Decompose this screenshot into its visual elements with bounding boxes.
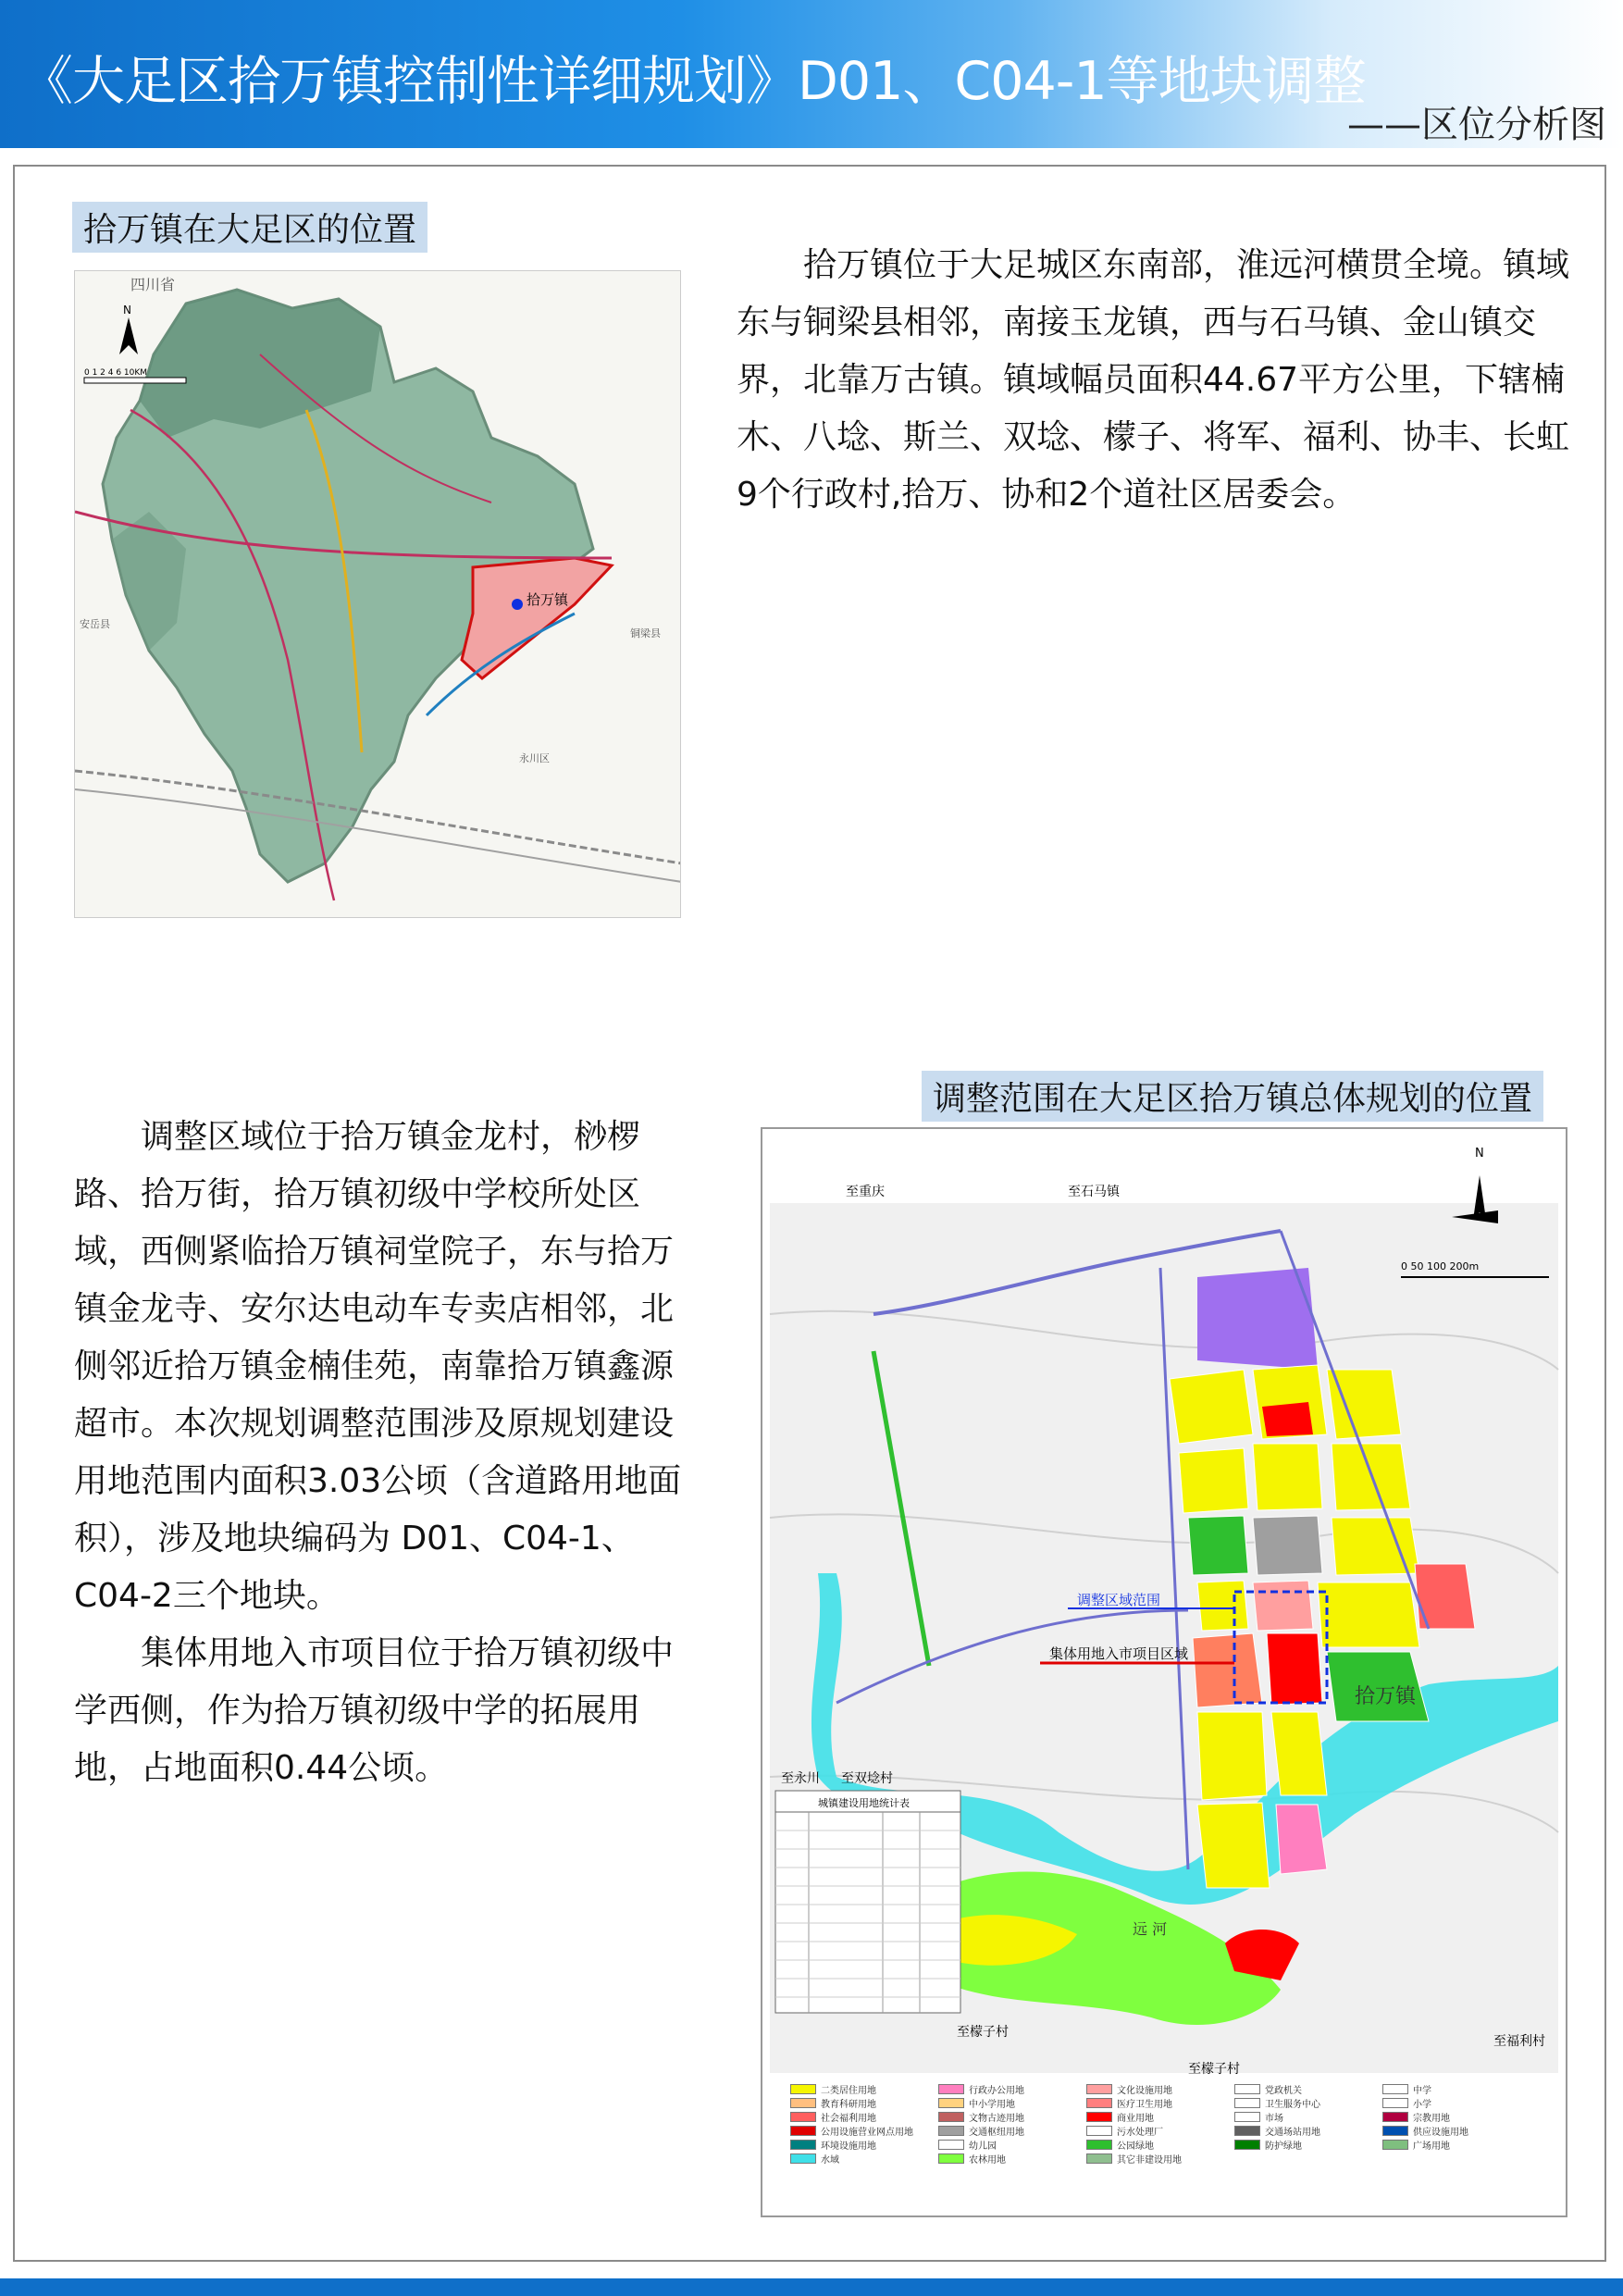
header-banner xyxy=(0,0,1623,148)
district-map-scale: 0 1 2 4 6 10KM xyxy=(84,368,148,378)
legend-swatch xyxy=(790,2084,816,2094)
section1-text: 拾万镇位于大足城区东南部，淮远河横贯全境。镇域东与铜梁县相邻，南接玉龙镇，西与石马镇、金山镇交界，北靠万古镇。镇域幅员面积44.67平方公里，下辖楠木、八埝、斯兰、双埝、檬子、将军、福利、协丰、长虹9个行政村,拾万、协和2个道社区居委会。 xyxy=(737,246,1570,514)
legend-swatch xyxy=(938,2153,964,2164)
legend-label: 广场用地 xyxy=(1413,2141,1450,2152)
legend-item xyxy=(1234,2082,1373,2096)
scale-bar xyxy=(84,378,186,383)
legend-label: 供应设施用地 xyxy=(1413,2128,1468,2138)
legend-swatch xyxy=(1086,2126,1112,2136)
legend-item xyxy=(1382,2096,1493,2110)
legend-label: 行政办公用地 xyxy=(969,2086,1024,2096)
legend-swatch xyxy=(1086,2153,1112,2164)
legend-label: 中学 xyxy=(1413,2086,1431,2096)
town-marker-icon xyxy=(512,599,523,610)
page-subtitle: ——区位分析图 xyxy=(1347,104,1606,146)
plan-legend xyxy=(790,2082,1549,2207)
legend-swatch xyxy=(1234,2098,1260,2108)
land-use-table xyxy=(775,1791,960,2013)
legend-swatch xyxy=(1234,2140,1260,2150)
legend-label: 小学 xyxy=(1413,2100,1431,2110)
legend-swatch xyxy=(790,2153,816,2164)
to-shuangnian-label: 至双埝村 xyxy=(841,1771,893,1786)
legend-item xyxy=(790,2124,929,2138)
legend-label: 文化设施用地 xyxy=(1117,2086,1172,2096)
legend-label: 水域 xyxy=(821,2155,839,2166)
legend-item xyxy=(1382,2138,1493,2152)
legend-swatch xyxy=(790,2098,816,2108)
legend-label: 市场 xyxy=(1265,2114,1283,2124)
legend-label: 教育科研用地 xyxy=(821,2100,876,2110)
section1-description xyxy=(737,237,1569,524)
legend-label: 农林用地 xyxy=(969,2155,1006,2166)
legend-item xyxy=(1086,2138,1225,2152)
legend-swatch xyxy=(1382,2140,1408,2150)
legend-item xyxy=(1234,2096,1373,2110)
town-name-label: 拾万镇 xyxy=(1355,1685,1417,1708)
legend-item xyxy=(1382,2082,1493,2096)
page-title: 《大足区拾万镇控制性详细规划》D01、C04-1等地块调整 xyxy=(20,51,1366,112)
section1-label: 拾万镇在大足区的位置 xyxy=(72,202,427,253)
legend-item xyxy=(1086,2124,1225,2138)
district-map-svg xyxy=(75,271,681,918)
to-yongchuan-label: 至永川 xyxy=(781,1771,820,1786)
legend-swatch xyxy=(1086,2098,1112,2108)
legend-label: 党政机关 xyxy=(1265,2086,1302,2096)
district-location-map xyxy=(74,270,681,918)
legend-label: 公用设施营业网点用地 xyxy=(821,2128,913,2138)
legend-label: 幼儿园 xyxy=(969,2141,997,2152)
to-mengzi-label: 至檬子村 xyxy=(957,2025,1009,2040)
legend-swatch xyxy=(938,2126,964,2136)
legend-label: 医疗卫生用地 xyxy=(1117,2100,1172,2110)
legend-item xyxy=(1382,2110,1493,2124)
town-label: 拾万镇 xyxy=(527,591,569,608)
legend-label: 卫生服务中心 xyxy=(1265,2100,1320,2110)
legend-item xyxy=(938,2124,1077,2138)
legend-swatch xyxy=(938,2098,964,2108)
legend-item xyxy=(790,2096,929,2110)
legend-item xyxy=(790,2110,929,2124)
legend-item xyxy=(938,2152,1077,2166)
plan-map-north: N xyxy=(1475,1147,1484,1160)
legend-item xyxy=(790,2152,929,2166)
to-fuli-label: 至福利村 xyxy=(1493,2034,1545,2049)
legend-label: 文物古迹用地 xyxy=(969,2114,1024,2124)
plan-map-scale: 0 50 100 200m xyxy=(1401,1260,1480,1272)
section2-description xyxy=(74,1109,700,1797)
legend-item xyxy=(1086,2082,1225,2096)
legend-swatch xyxy=(790,2112,816,2122)
legend-swatch xyxy=(938,2084,964,2094)
legend-item xyxy=(1234,2124,1373,2138)
legend-swatch xyxy=(938,2140,964,2150)
legend-label: 商业用地 xyxy=(1117,2114,1154,2124)
legend-swatch xyxy=(1382,2098,1408,2108)
legend-swatch xyxy=(1382,2112,1408,2122)
legend-swatch xyxy=(790,2140,816,2150)
tongliang-label: 铜梁县 xyxy=(630,627,661,639)
section2-paragraph-1: 调整区域位于拾万镇金龙村，桫椤路、拾万街，拾万镇初级中学校所处区域，西侧紧临拾万镇祠堂院子，东与拾万镇金龙寺、安尔达电动车专卖店相邻，北侧邻近拾万镇金楠佳苑，南靠拾万镇鑫源超市。本次规划调整范围涉及原规划建设用地范围内面积3.03公顷（含道路用地面积），涉及地块编码为 D01、C04-1、C04-2三个地块。 xyxy=(74,1118,682,1615)
to-chongqing-label: 至重庆 xyxy=(846,1185,885,1199)
legend-label: 防护绿地 xyxy=(1265,2141,1302,2152)
province-label: 四川省 xyxy=(130,276,176,293)
to-mengzi2-label: 至檬子村 xyxy=(1188,2062,1240,2077)
legend-swatch xyxy=(790,2126,816,2136)
legend-label: 中小学用地 xyxy=(969,2100,1015,2110)
legend-item xyxy=(938,2082,1077,2096)
legend-item xyxy=(790,2138,929,2152)
legend-swatch xyxy=(1086,2140,1112,2150)
section2-paragraph-2: 集体用地入市项目位于拾万镇初级中学西侧，作为拾万镇初级中学的拓展用地，占地面积0.44公顷。 xyxy=(74,1634,675,1787)
legend-item xyxy=(938,2096,1077,2110)
legend-label: 污水处理厂 xyxy=(1117,2128,1163,2138)
legend-label: 二类居住用地 xyxy=(821,2086,876,2096)
section2-label: 调整范围在大足区拾万镇总体规划的位置 xyxy=(922,1071,1543,1122)
to-shima-label: 至石马镇 xyxy=(1068,1185,1120,1199)
legend-swatch xyxy=(1234,2084,1260,2094)
river-label: 远 河 xyxy=(1133,1920,1168,1938)
legend-item xyxy=(938,2138,1077,2152)
legend-item xyxy=(1086,2096,1225,2110)
town-master-plan-map xyxy=(761,1127,1567,2217)
legend-swatch xyxy=(1382,2126,1408,2136)
legend-label: 公园绿地 xyxy=(1117,2141,1154,2152)
legend-swatch xyxy=(1234,2112,1260,2122)
adjust-range-label: 调整区域范围 xyxy=(1077,1592,1161,1608)
legend-item xyxy=(1234,2138,1373,2152)
district-map-north: N xyxy=(123,304,131,316)
anyue-label: 安岳县 xyxy=(80,618,110,630)
legend-label: 其它非建设用地 xyxy=(1117,2155,1182,2166)
legend-swatch xyxy=(938,2112,964,2122)
legend-label: 交通枢纽用地 xyxy=(969,2128,1024,2138)
town-plan-svg xyxy=(762,1129,1566,2215)
legend-label: 社会福利用地 xyxy=(821,2114,876,2124)
legend-swatch xyxy=(1382,2084,1408,2094)
yongchuan-label: 永川区 xyxy=(519,752,550,764)
legend-item xyxy=(1086,2152,1225,2166)
table-title: 城镇建设用地统计表 xyxy=(818,1797,910,1809)
legend-item xyxy=(938,2110,1077,2124)
legend-swatch xyxy=(1086,2084,1112,2094)
legend-label: 宗教用地 xyxy=(1413,2114,1450,2124)
legend-swatch xyxy=(1234,2126,1260,2136)
legend-item xyxy=(1234,2110,1373,2124)
legend-label: 交通场站用地 xyxy=(1265,2128,1320,2138)
legend-item xyxy=(1382,2124,1493,2138)
collective-land-label: 集体用地入市项目区域 xyxy=(1049,1645,1189,1662)
legend-item xyxy=(790,2082,929,2096)
bottom-bar xyxy=(0,2278,1623,2296)
legend-label: 环境设施用地 xyxy=(821,2141,876,2152)
legend-swatch xyxy=(1086,2112,1112,2122)
legend-item xyxy=(1086,2110,1225,2124)
